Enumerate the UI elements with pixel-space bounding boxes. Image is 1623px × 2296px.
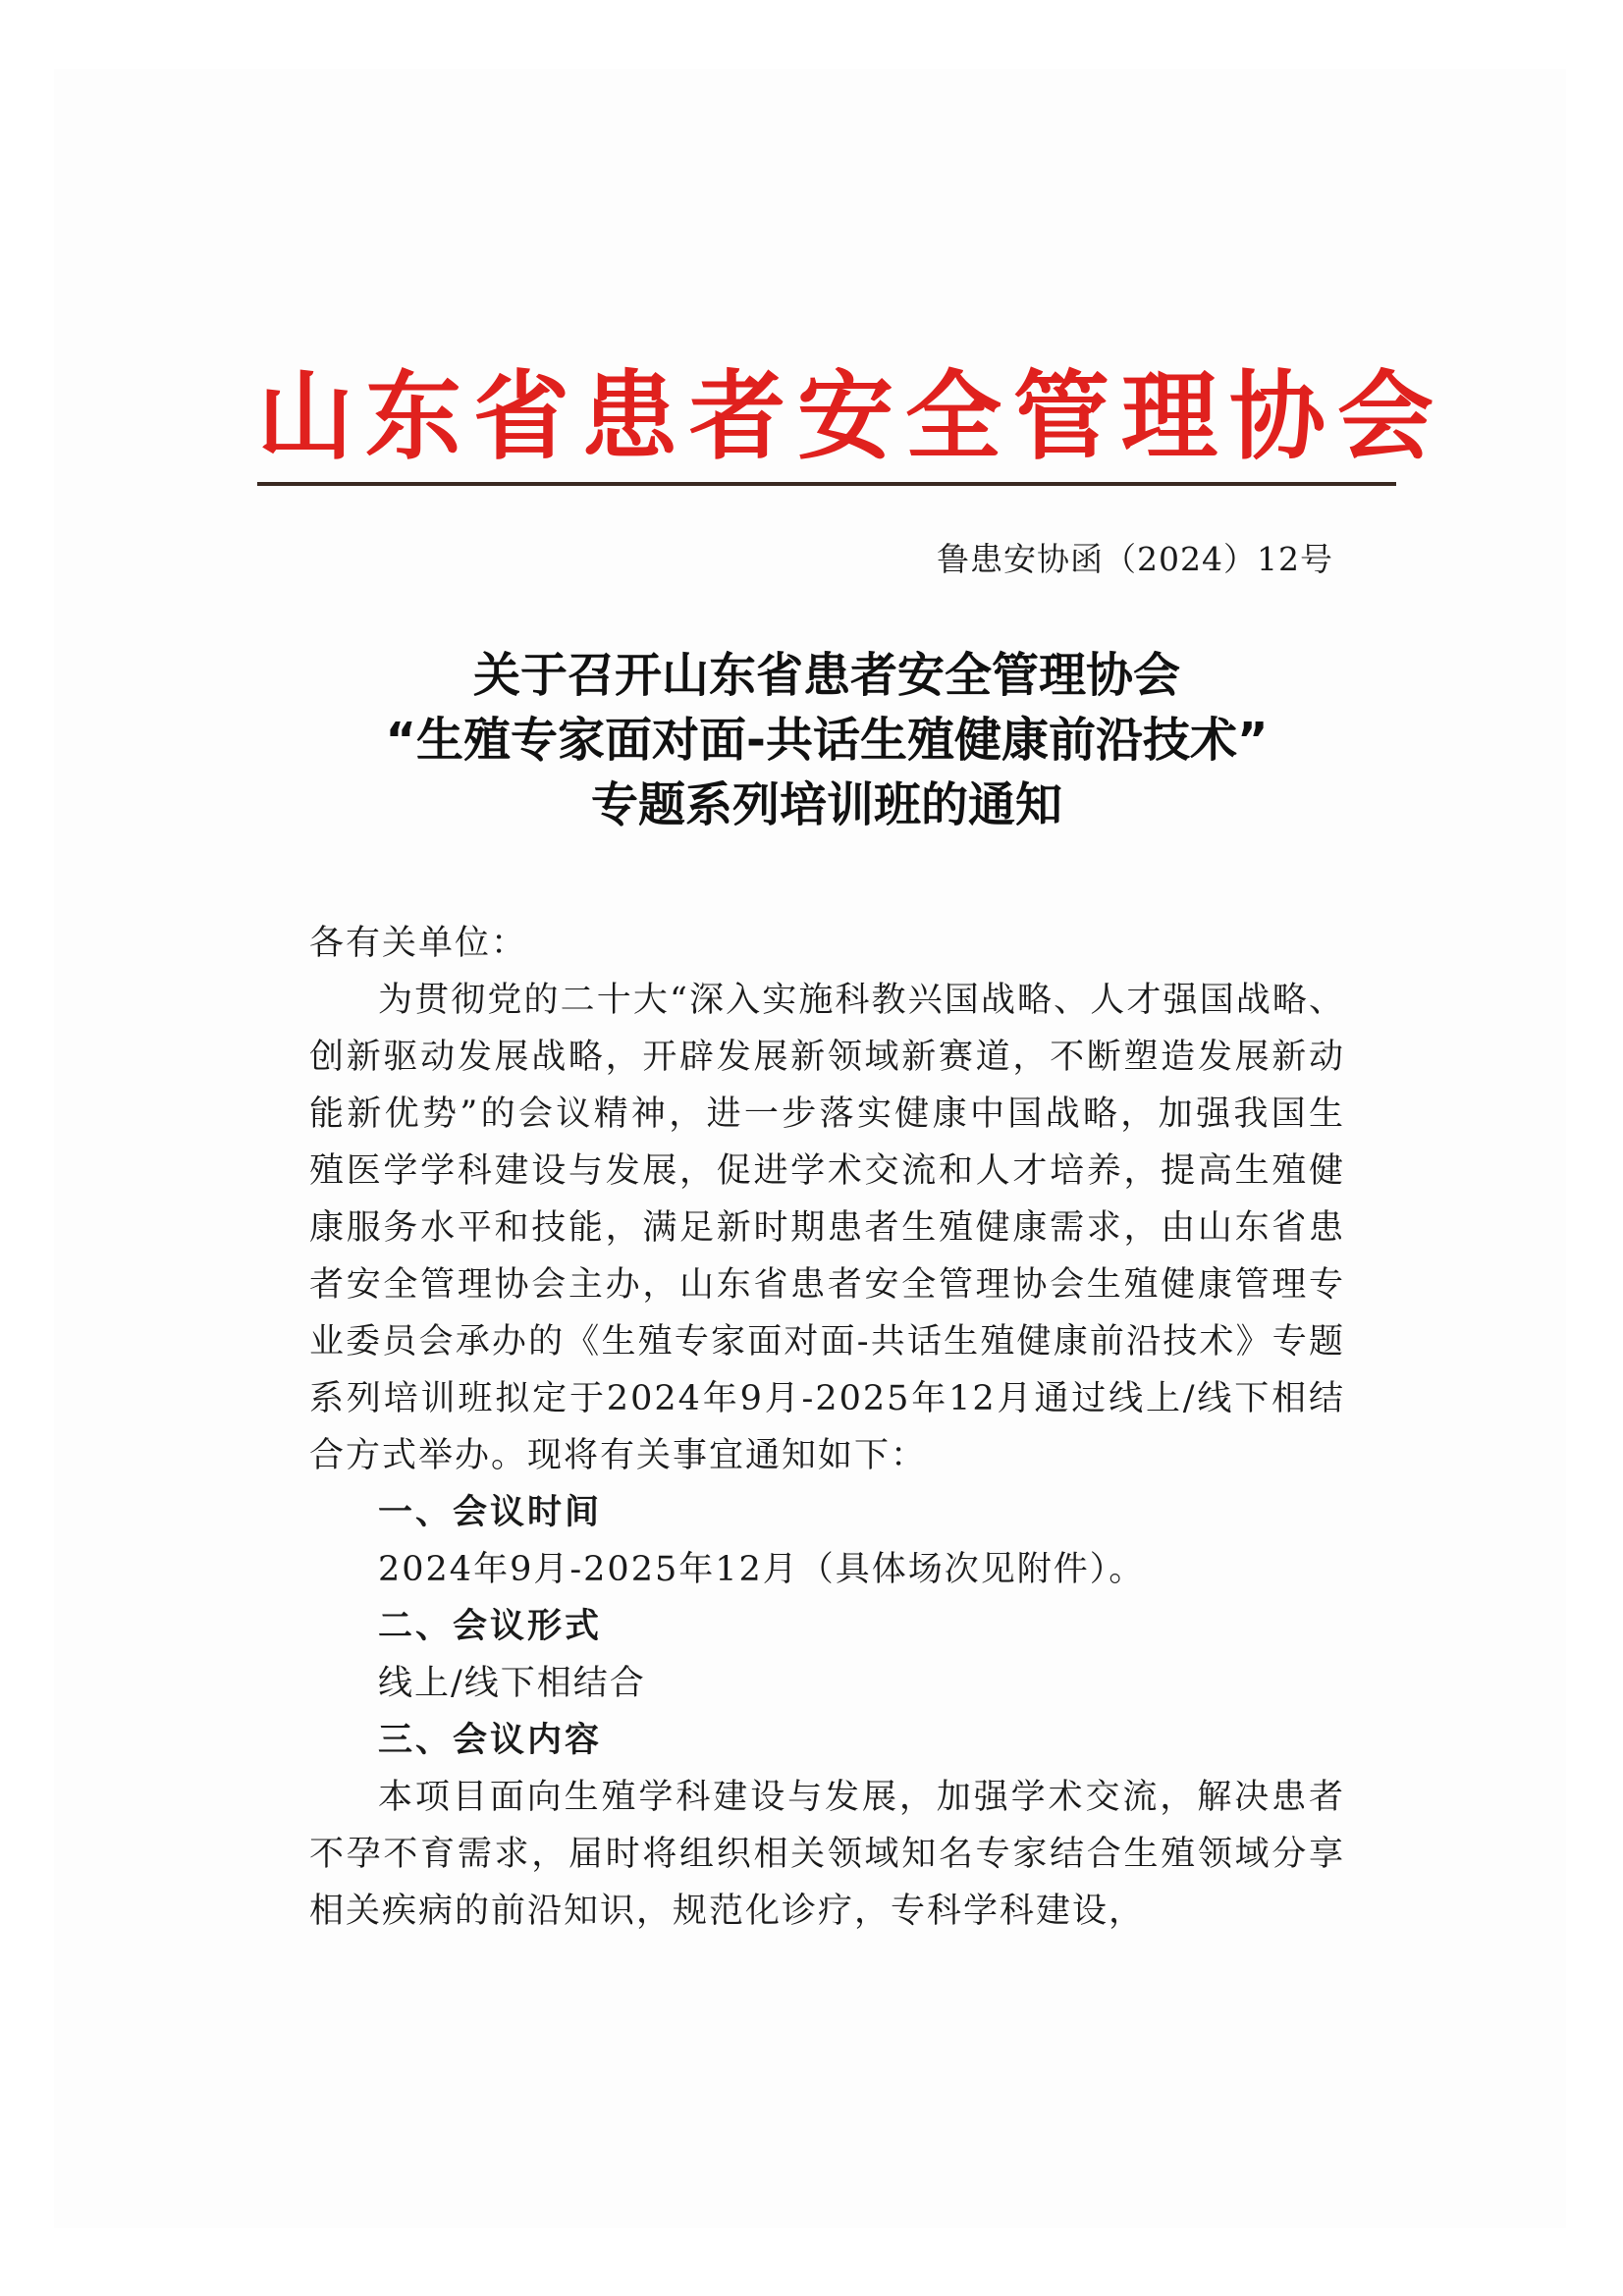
notice-title: [257, 643, 1396, 837]
document-number: 鲁患安协函（2024）12号: [937, 540, 1333, 578]
header-divider: [257, 482, 1396, 486]
section-heading-format: 二、会议形式: [378, 1607, 603, 1646]
salutation: 各有关单位：: [309, 924, 528, 963]
org-masthead: 山东省患者安全管理协会: [257, 360, 1446, 473]
section-text-format: 线上/线下相结合: [378, 1664, 646, 1703]
section-text-time: 2024年9月-2025年12月（具体场次见附件）。: [378, 1550, 1146, 1589]
section-heading-content: 三、会议内容: [378, 1721, 603, 1760]
notice-body: [309, 915, 1345, 1940]
title-line-3: 专题系列培训班的通知: [590, 777, 1062, 832]
section-text-content: 本项目面向生殖学科建设与发展，加强学术交流，解决患者不孕不育需求，届时将组织相关领域知名专家结合生殖领域分享相关疾病的前沿知识，规范化诊疗，专科学科建设，: [309, 1778, 1345, 1931]
section-heading-time: 一、会议时间: [378, 1493, 603, 1532]
title-line-2: “生殖专家面对面-共话生殖健康前沿技术”: [385, 713, 1269, 768]
title-line-1: 关于召开山东省患者安全管理协会: [472, 648, 1180, 703]
intro-paragraph: 为贯彻党的二十大“深入实施科教兴国战略、人才强国战略、创新驱动发展战略，开辟发展新领域新赛道，不断塑造发展新动能新优势”的会议精神，进一步落实健康中国战略，加强我国生殖医学学科建设与发展，促进学术交流和人才培养，提高生殖健康服务水平和技能，满足新时期患者生殖健康需求，由山东省患者安全管理协会主办，山东省患者安全管理协会生殖健康管理专业委员会承办的《生殖专家面对面-共话生殖健康前沿技术》专题系列培训班拟定于2024年9月-2025年12月通过线上/线下相结合方式举办。现将有关事宜通知如下：: [309, 981, 1345, 1475]
